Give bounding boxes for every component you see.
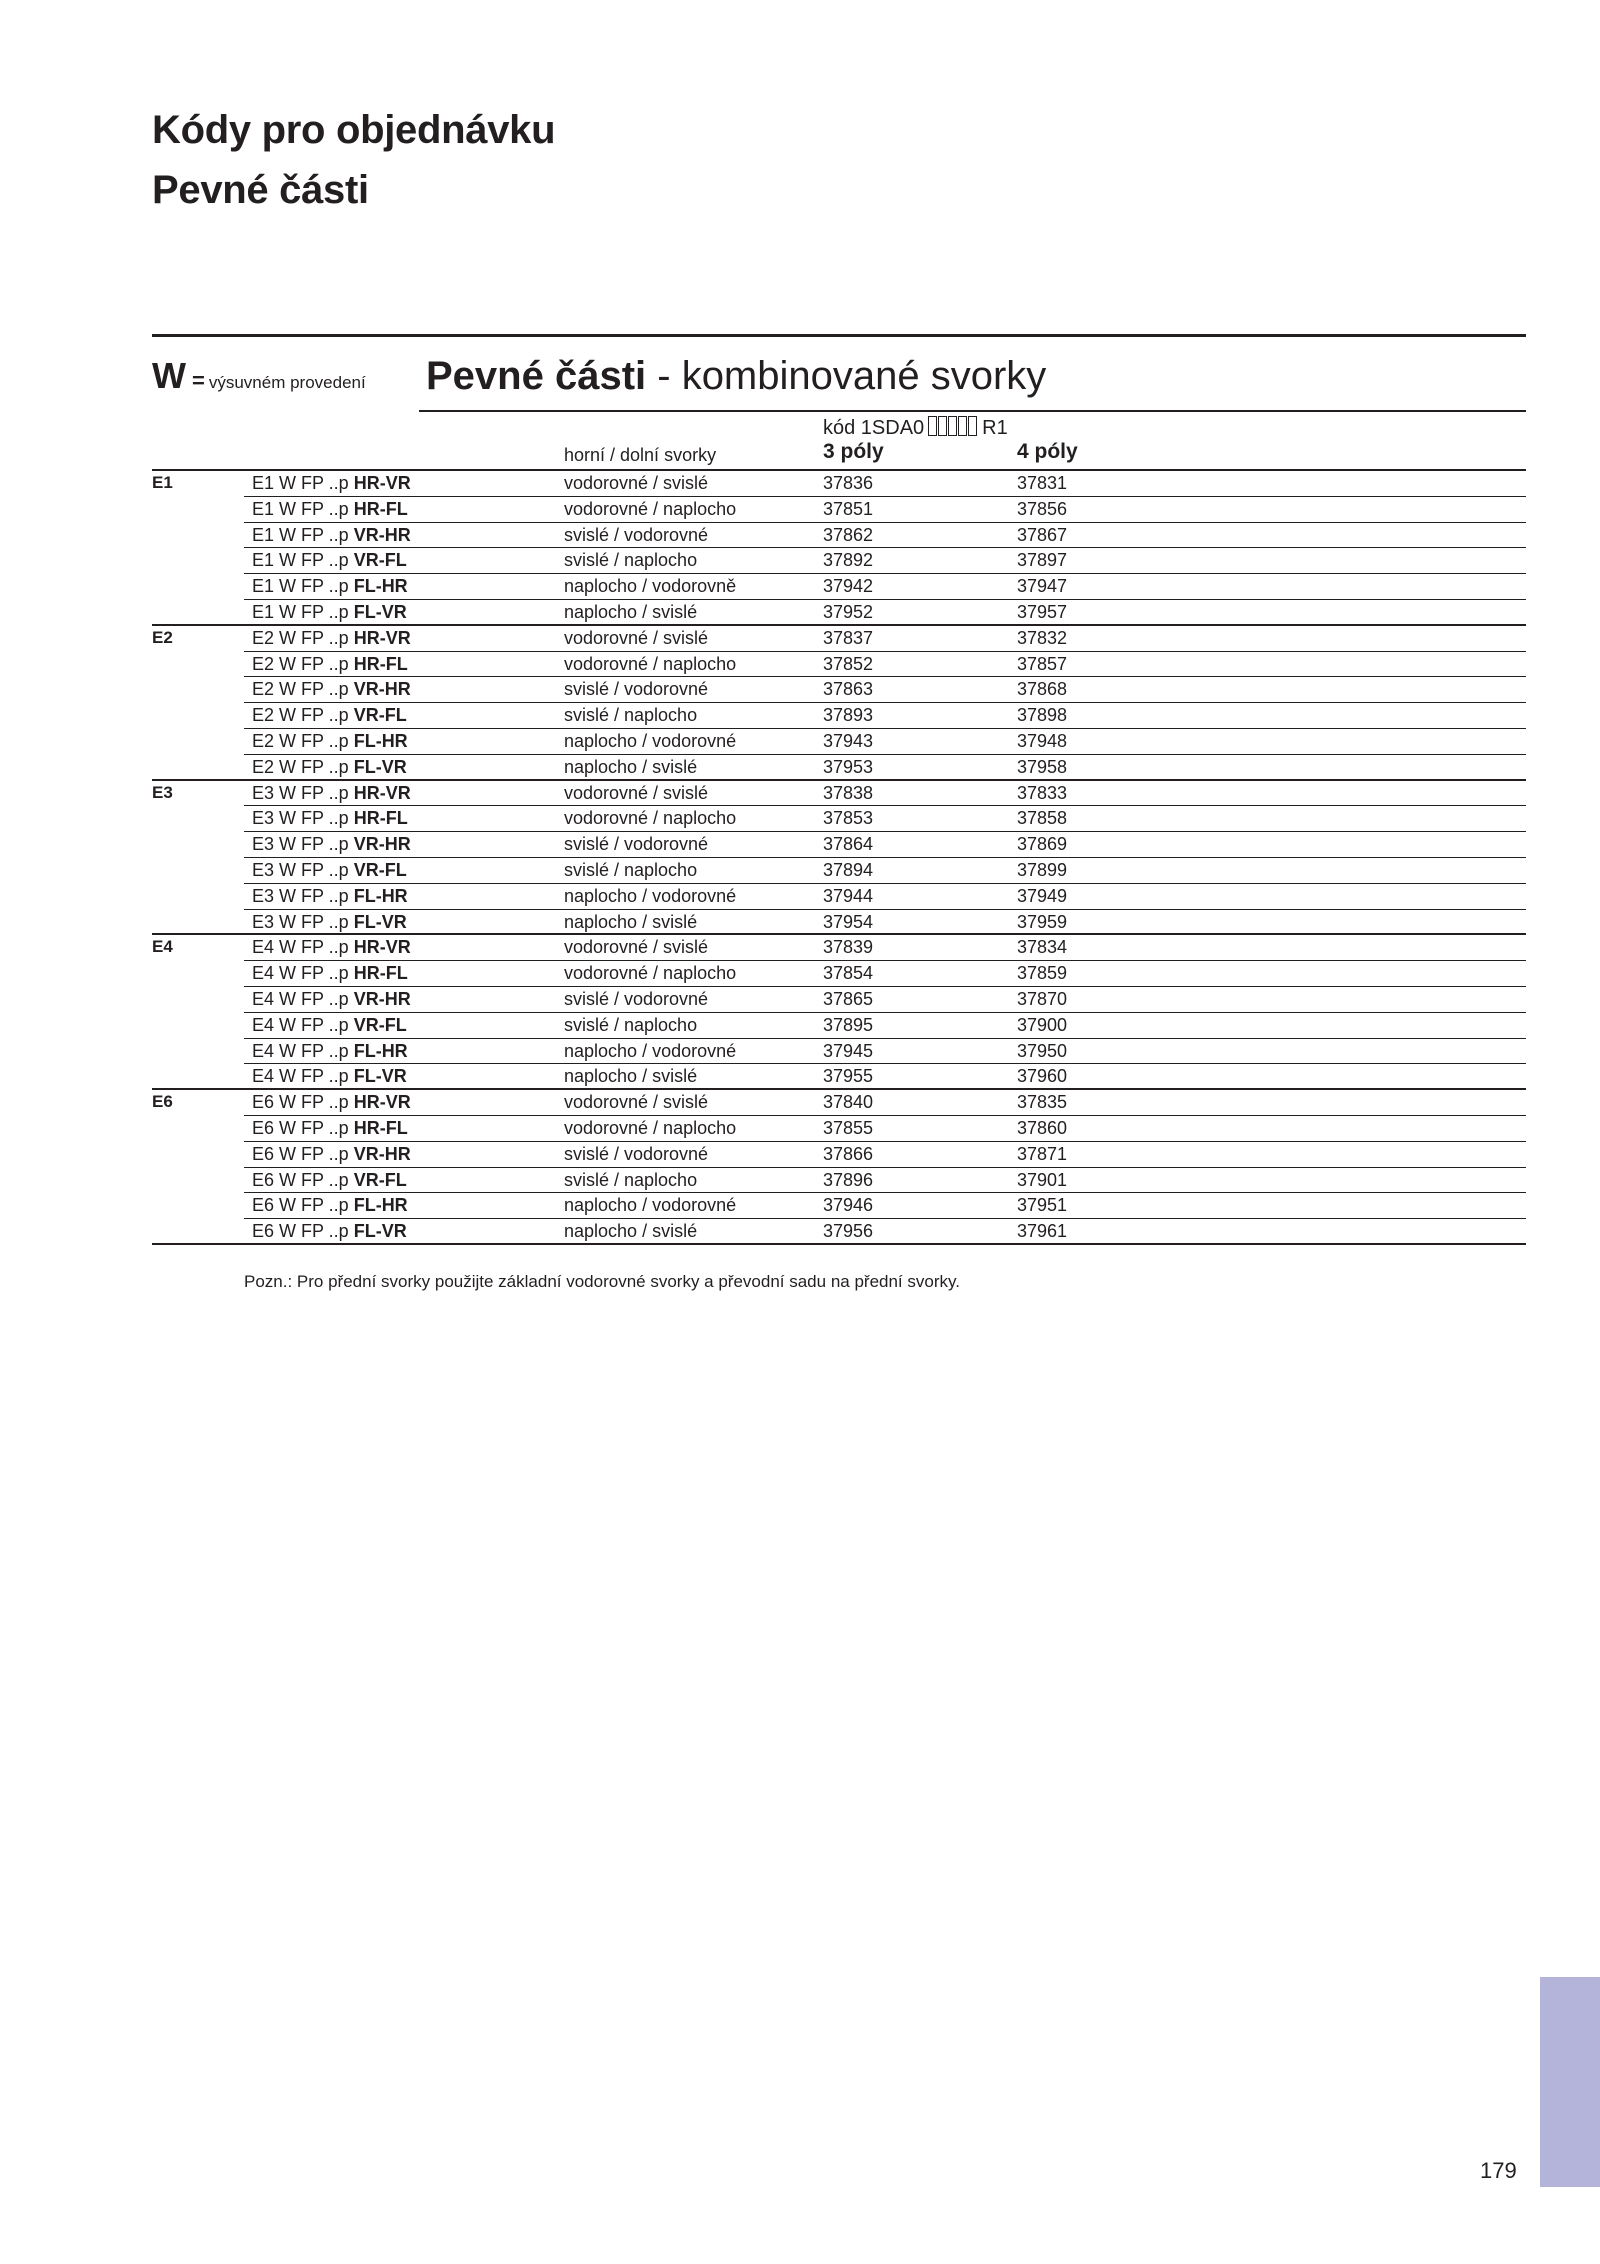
terminal-type: VR-FL	[353, 1014, 407, 1035]
code-3-poles: 37894	[823, 859, 874, 880]
table-row	[152, 1193, 1526, 1219]
frame-size-label: E4	[152, 937, 173, 957]
terminals-orientation: naplocho / svislé	[564, 1066, 698, 1087]
terminal-type: FL-VR	[353, 911, 407, 932]
code-3-poles: 37836	[823, 473, 874, 493]
footnote: Pozn.: Pro přední svorky použijte základní vodorovné svorky a převodní sadu na přední svorky.	[244, 1272, 960, 1291]
terminals-orientation: naplocho / vodorovné	[564, 730, 737, 751]
code-3-poles: 37852	[823, 653, 874, 674]
terminals-orientation: svislé / naplocho	[564, 859, 698, 880]
product-name	[252, 1013, 407, 1037]
code-3-poles: 37866	[823, 1143, 874, 1164]
terminal-type: HR-FL	[353, 653, 408, 674]
code-4-poles: 37856	[1017, 498, 1068, 519]
code-4-poles: 37947	[1017, 576, 1068, 597]
terminal-type: FL-VR	[353, 1221, 407, 1242]
product-name-prefix: E2 W FP ..p	[252, 653, 354, 674]
page-title-line-2: Pevné části	[152, 168, 369, 212]
table-row	[152, 1090, 1526, 1116]
terminal-type: HR-FL	[353, 808, 408, 829]
terminals-orientation: naplocho / svislé	[564, 756, 698, 777]
code-4-poles: 37959	[1017, 911, 1068, 932]
table-row	[152, 961, 1526, 987]
code-3-poles: 37946	[823, 1195, 874, 1216]
table-row	[152, 781, 1526, 807]
frame-size-label: E3	[152, 782, 173, 802]
code-4-poles: 37867	[1017, 524, 1068, 545]
product-name-prefix: E1 W FP ..p	[252, 524, 354, 545]
product-name-prefix: E2 W FP ..p	[252, 705, 354, 726]
product-name	[252, 729, 408, 753]
product-name	[252, 884, 408, 908]
table-row	[152, 523, 1526, 549]
code-4-poles: 37958	[1017, 756, 1068, 777]
code-3-poles: 37862	[823, 524, 874, 545]
code-3-poles: 37942	[823, 576, 874, 597]
terminal-type: FL-VR	[353, 756, 407, 777]
side-tab	[1540, 1977, 1600, 2187]
product-name	[252, 497, 408, 521]
terminals-orientation: naplocho / svislé	[564, 911, 698, 932]
code-3-poles: 37840	[823, 1092, 874, 1113]
product-name-prefix: E2 W FP ..p	[252, 756, 354, 777]
product-name-prefix: E4 W FP ..p	[252, 1014, 354, 1035]
variant-label	[152, 352, 366, 408]
product-name	[252, 1116, 408, 1140]
code-4-poles: 37949	[1017, 885, 1068, 906]
table-row	[152, 626, 1526, 652]
product-name-prefix: E3 W FP ..p	[252, 859, 354, 880]
terminals-orientation: vodorovné / svislé	[564, 937, 709, 958]
product-name	[252, 1039, 408, 1063]
code-3-poles: 37943	[823, 730, 874, 751]
terminals-orientation: svislé / naplocho	[564, 1014, 698, 1035]
code-4-poles: 37901	[1017, 1169, 1068, 1190]
terminal-type: VR-FL	[353, 859, 407, 880]
product-name	[252, 910, 407, 934]
product-name	[252, 677, 411, 701]
terminals-orientation: svislé / naplocho	[564, 1169, 698, 1190]
terminals-orientation: vodorovné / svislé	[564, 473, 709, 493]
terminals-orientation: svislé / vodorovné	[564, 679, 709, 700]
code-4-poles: 37948	[1017, 730, 1068, 751]
section-title-bold: Pevné části	[426, 354, 647, 398]
table-row	[152, 677, 1526, 703]
table-row	[152, 910, 1526, 936]
terminal-type: HR-VR	[353, 473, 411, 493]
code-4-poles: 37898	[1017, 705, 1068, 726]
terminal-type: FL-VR	[353, 1066, 407, 1087]
code-3-poles: 37944	[823, 885, 874, 906]
terminals-orientation: svislé / vodorovné	[564, 1143, 709, 1164]
code-3-poles: 37865	[823, 988, 874, 1009]
code-3-poles: 37895	[823, 1014, 874, 1035]
product-name	[252, 806, 408, 830]
product-name-prefix: E2 W FP ..p	[252, 730, 354, 751]
terminal-type: HR-FL	[353, 1117, 408, 1138]
product-name	[252, 1064, 407, 1088]
terminal-type: VR-HR	[353, 1143, 411, 1164]
table-row	[152, 1039, 1526, 1065]
terminals-orientation: vodorovné / naplocho	[564, 653, 737, 674]
table-row	[152, 1116, 1526, 1142]
table-row	[152, 884, 1526, 910]
terminal-type: VR-HR	[353, 524, 411, 545]
table-row	[152, 935, 1526, 961]
page-number: 179	[1480, 2158, 1517, 2183]
code-4-poles: 37869	[1017, 834, 1068, 855]
code-3-poles: 37864	[823, 834, 874, 855]
code-4-poles: 37833	[1017, 782, 1068, 803]
terminal-type: FL-HR	[353, 1195, 408, 1216]
product-name	[252, 858, 407, 882]
product-name	[252, 987, 411, 1011]
code-4-poles: 37961	[1017, 1221, 1068, 1242]
product-name-prefix: E4 W FP ..p	[252, 963, 354, 984]
terminals-orientation: vodorovné / svislé	[564, 1092, 709, 1113]
table-row	[152, 600, 1526, 626]
terminals-orientation: naplocho / vodorovné	[564, 1040, 737, 1061]
product-name	[252, 1193, 408, 1217]
terminal-type: VR-FL	[353, 705, 407, 726]
code-3-poles: 37956	[823, 1221, 874, 1242]
code-3-poles: 37952	[823, 601, 874, 622]
terminals-orientation: vodorovné / naplocho	[564, 808, 737, 829]
product-name	[252, 781, 411, 805]
product-name-prefix: E4 W FP ..p	[252, 937, 354, 958]
code-4-poles: 37859	[1017, 963, 1068, 984]
code-4-poles: 37858	[1017, 808, 1068, 829]
product-name-prefix: E1 W FP ..p	[252, 498, 354, 519]
terminal-type: HR-FL	[353, 498, 408, 519]
frame-size-label: E2	[152, 627, 173, 647]
table-row	[152, 858, 1526, 884]
terminals-orientation: vodorovné / naplocho	[564, 498, 737, 519]
page-title-line-1: Kódy pro objednávku	[152, 108, 556, 152]
table-row	[152, 497, 1526, 523]
terminals-orientation: naplocho / svislé	[564, 1221, 698, 1242]
table-row	[152, 1219, 1526, 1245]
code-4-poles: 37868	[1017, 679, 1068, 700]
terminals-orientation: vodorovné / naplocho	[564, 1117, 737, 1138]
table-row	[152, 471, 1526, 497]
terminal-type: FL-HR	[353, 730, 408, 751]
table-row	[152, 806, 1526, 832]
terminals-orientation: vodorovné / svislé	[564, 782, 709, 803]
terminal-type: HR-VR	[353, 1092, 411, 1113]
frame-size-label: E1	[152, 473, 173, 492]
terminals-orientation: vodorovné / svislé	[564, 627, 709, 648]
terminals-orientation: naplocho / vodorovné	[564, 885, 737, 906]
terminals-orientation: svislé / naplocho	[564, 550, 698, 571]
product-name	[252, 600, 407, 624]
code-4-poles: 37834	[1017, 937, 1068, 958]
code-3-poles: 37854	[823, 963, 874, 984]
product-name-prefix: E1 W FP ..p	[252, 576, 354, 597]
order-code-table	[152, 471, 1526, 1245]
code-3-poles: 37955	[823, 1066, 874, 1087]
column-header-terminals: horní / dolní svorky	[564, 445, 717, 465]
product-name-prefix: E1 W FP ..p	[252, 473, 354, 493]
table-row	[152, 755, 1526, 781]
product-name	[252, 1142, 411, 1166]
table-row	[152, 652, 1526, 678]
code-4-poles: 37860	[1017, 1117, 1068, 1138]
product-name	[252, 523, 411, 547]
terminal-type: VR-FL	[353, 550, 407, 571]
code-4-poles: 37951	[1017, 1195, 1068, 1216]
product-name-prefix: E1 W FP ..p	[252, 601, 354, 622]
product-name-prefix: E3 W FP ..p	[252, 808, 354, 829]
terminal-type: FL-HR	[353, 885, 408, 906]
variant-letter: W	[152, 355, 186, 396]
terminals-orientation: naplocho / vodorovné	[564, 1195, 737, 1216]
terminals-orientation: naplocho / vodorovně	[564, 576, 737, 597]
table-row	[152, 1064, 1526, 1090]
product-name-prefix: E4 W FP ..p	[252, 988, 354, 1009]
product-name-prefix: E3 W FP ..p	[252, 782, 354, 803]
code-4-poles: 37897	[1017, 550, 1068, 571]
code-4-poles: 37835	[1017, 1092, 1068, 1113]
code-3-poles: 37892	[823, 550, 874, 571]
product-name-prefix: E6 W FP ..p	[252, 1092, 354, 1113]
code-4-poles: 37899	[1017, 859, 1068, 880]
terminal-type: HR-VR	[353, 782, 411, 803]
terminals-orientation: vodorovné / naplocho	[564, 963, 737, 984]
frame-size-label: E6	[152, 1092, 173, 1112]
code-4-poles: 37957	[1017, 601, 1068, 622]
table-row	[152, 987, 1526, 1013]
product-name	[252, 652, 408, 676]
table-row	[152, 1013, 1526, 1039]
product-name	[252, 1219, 407, 1243]
product-name	[252, 1168, 407, 1192]
product-name-prefix: E3 W FP ..p	[252, 911, 354, 932]
terminals-orientation: svislé / vodorovné	[564, 988, 709, 1009]
code-3-poles: 37838	[823, 782, 874, 803]
table-row	[152, 1168, 1526, 1194]
code-3-poles: 37851	[823, 498, 874, 519]
product-name	[252, 626, 411, 650]
code-3-poles: 37953	[823, 756, 874, 777]
product-name-prefix: E4 W FP ..p	[252, 1066, 354, 1087]
product-name-prefix: E3 W FP ..p	[252, 885, 354, 906]
terminal-type: FL-HR	[353, 576, 408, 597]
terminals-orientation: svislé / vodorovné	[564, 524, 709, 545]
product-name-prefix: E6 W FP ..p	[252, 1195, 354, 1216]
table-row	[152, 703, 1526, 729]
code-3-poles: 37837	[823, 627, 874, 648]
code-4-poles: 37831	[1017, 473, 1068, 493]
product-name	[252, 935, 411, 959]
product-name	[252, 471, 411, 495]
product-name-prefix: E6 W FP ..p	[252, 1117, 354, 1138]
product-name-prefix: E3 W FP ..p	[252, 834, 354, 855]
terminal-type: VR-FL	[353, 1169, 407, 1190]
code-3-poles: 37896	[823, 1169, 874, 1190]
code-3-poles: 37863	[823, 679, 874, 700]
terminal-type: HR-VR	[353, 937, 411, 958]
terminal-type: VR-HR	[353, 679, 411, 700]
code-3-poles: 37855	[823, 1117, 874, 1138]
product-name-prefix: E2 W FP ..p	[252, 627, 354, 648]
table-row	[152, 574, 1526, 600]
terminal-type: HR-VR	[353, 627, 411, 648]
product-name-prefix: E6 W FP ..p	[252, 1169, 354, 1190]
product-name	[252, 832, 411, 856]
code-4-poles: 37871	[1017, 1143, 1068, 1164]
code-4-poles: 37950	[1017, 1040, 1068, 1061]
page-title	[152, 100, 555, 220]
variant-equals: =	[191, 368, 205, 393]
column-header-4-poles: 4 póly	[1017, 440, 1078, 463]
terminals-orientation: svislé / vodorovné	[564, 834, 709, 855]
product-name	[252, 574, 408, 598]
terminal-type: FL-HR	[353, 1040, 408, 1061]
row-divider	[152, 1243, 1526, 1245]
section-title-rest: - kombinované svorky	[646, 354, 1047, 398]
product-name	[252, 703, 407, 727]
code-placeholder-boxes	[928, 416, 978, 444]
product-name	[252, 548, 407, 572]
table-row	[152, 729, 1526, 755]
code-4-poles: 37832	[1017, 627, 1068, 648]
column-header-3-poles: 3 póly	[823, 440, 884, 463]
code-3-poles: 37945	[823, 1040, 874, 1061]
product-name-prefix: E4 W FP ..p	[252, 1040, 354, 1061]
terminal-type: VR-HR	[353, 834, 411, 855]
terminal-type: HR-FL	[353, 963, 408, 984]
section-divider	[419, 410, 1526, 412]
code-3-poles: 37839	[823, 937, 874, 958]
table-row	[152, 1142, 1526, 1168]
code-3-poles: 37893	[823, 705, 874, 726]
code-4-poles: 37857	[1017, 653, 1068, 674]
terminal-type: VR-HR	[353, 988, 411, 1009]
product-name-prefix: E6 W FP ..p	[252, 1143, 354, 1164]
product-name-prefix: E1 W FP ..p	[252, 550, 354, 571]
table-row	[152, 832, 1526, 858]
product-name-prefix: E6 W FP ..p	[252, 1221, 354, 1242]
product-name	[252, 961, 408, 985]
product-name-prefix: E2 W FP ..p	[252, 679, 354, 700]
table-row	[152, 548, 1526, 574]
order-code-prefix: kód 1SDA0	[823, 417, 925, 439]
top-divider	[152, 334, 1526, 337]
code-3-poles: 37954	[823, 911, 874, 932]
terminals-orientation: naplocho / svislé	[564, 601, 698, 622]
order-code-suffix: R1	[982, 417, 1008, 439]
product-name	[252, 1090, 411, 1114]
product-name	[252, 755, 407, 779]
code-4-poles: 37900	[1017, 1014, 1068, 1035]
terminal-type: FL-VR	[353, 601, 407, 622]
terminals-orientation: svislé / naplocho	[564, 705, 698, 726]
code-4-poles: 37870	[1017, 988, 1068, 1009]
variant-description: výsuvném provedení	[208, 373, 366, 392]
code-3-poles: 37853	[823, 808, 874, 829]
code-4-poles: 37960	[1017, 1066, 1068, 1087]
section-title	[426, 350, 1046, 402]
